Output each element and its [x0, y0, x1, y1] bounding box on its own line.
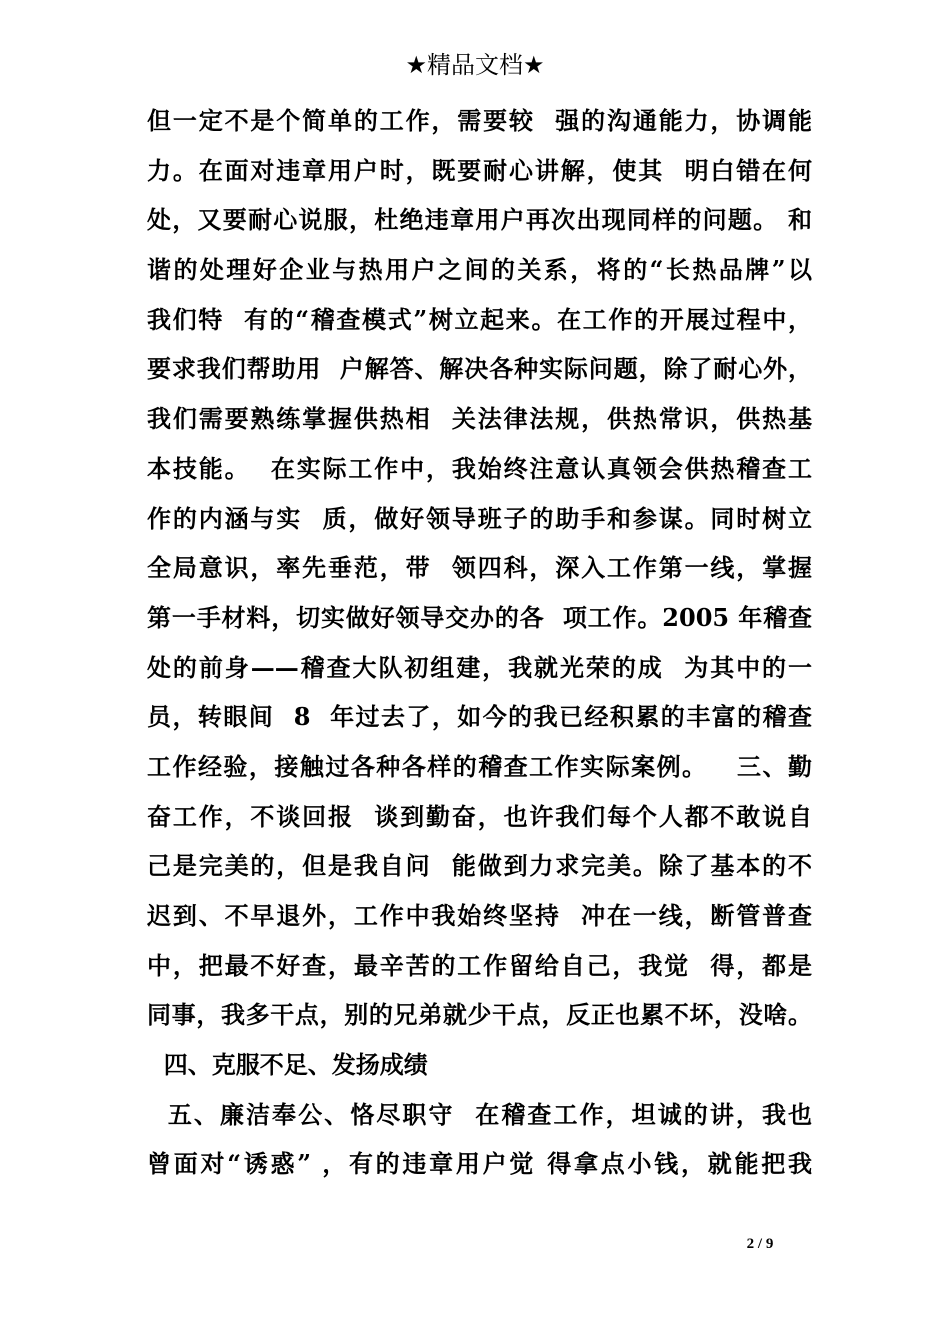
section-heading-line: 四、克服不足、发扬成绩 — [147, 1050, 428, 1080]
body-line: 要求我们帮助用 户解答、解决各种实际问题，除了耐心外， — [147, 354, 812, 384]
body-line: 奋工作，不谈回报 谈到勤奋，也许我们每个人都不敢说自 — [147, 801, 812, 831]
body-line: 迟到、不早退外，工作中我始终坚持 冲在一线，断管普查 — [147, 901, 812, 930]
body-line: 员，转眼间 8 年过去了，如今的我已经积累的丰富的稽查 — [147, 702, 812, 732]
document-header-title: ★精品文档★ — [405, 51, 545, 79]
body-line: 谐的处理好企业与热用户之间的关系，将的“长热品牌”以 — [147, 255, 812, 285]
body-line: 我们特 有的“稽查模式”树立起来。在工作的开展过程中， — [147, 304, 812, 334]
body-line: 处，又要耐心说服，杜绝违章用户再次出现同样的问题。 和 — [147, 205, 812, 235]
body-line: 作的内涵与实 质，做好领导班子的助手和参谋。同时树立 — [147, 503, 812, 533]
body-line: 全局意识，率先垂范，带 领四科，深入工作第一线，掌握 — [147, 553, 812, 583]
document-body — [147, 96, 812, 1189]
body-line: 曾面对“诱惑” ，有的违章用户觉 得拿点小钱，就能把我 — [147, 1149, 812, 1179]
body-line: 本技能。 在实际工作中，我始终注意认真领会供热稽查工 — [147, 453, 812, 483]
body-line: 同事，我多干点，别的兄弟就少干点，反正也累不坏，没啥。 — [147, 1000, 812, 1030]
body-line: 我们需要熟练掌握供热相 关法律法规，供热常识，供热基 — [147, 404, 812, 434]
body-line: 力。在面对违章用户时，既要耐心讲解，使其 明白错在何 — [147, 155, 812, 185]
section-heading-line: 五、廉洁奉公、恪尽职守 在稽查工作，坦诚的讲，我也 — [147, 1099, 812, 1129]
body-line: 处的前身——稽查大队初组建，我就光荣的成 为其中的一 — [147, 652, 812, 682]
body-line: 工作经验，接触过各种各样的稽查工作实际案例。 三、勤 — [147, 751, 812, 781]
body-line: 中，把最不好查，最辛苦的工作留给自己，我觉 得，都是 — [147, 950, 812, 980]
body-line: 第一手材料，切实做好领导交办的各 项工作。2005 年稽查 — [147, 602, 812, 632]
body-line: 己是完美的，但是我自问 能做到力求完美。除了基本的不 — [147, 851, 812, 881]
body-line: 但一定不是个简单的工作，需要较 强的沟通能力，协调能 — [147, 106, 812, 135]
page-number: 2 / 9 — [746, 1236, 774, 1252]
